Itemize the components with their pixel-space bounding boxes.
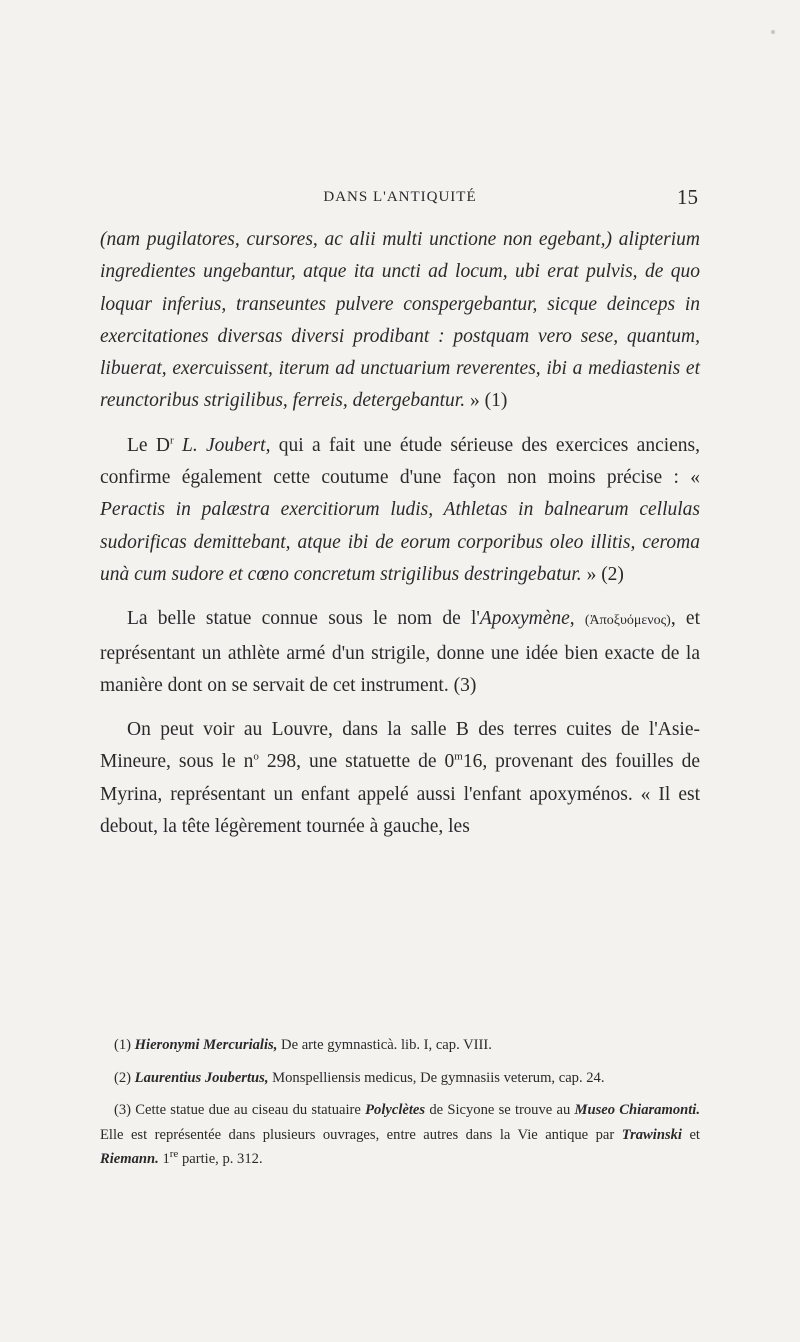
louvre-text-a: On peut voir au Louvre, dans la salle B des terres cuites de l'Asie-Mineure, sous le n <box>100 719 700 773</box>
footnote-ref-1: » (1) <box>469 390 508 412</box>
footnote-1-author: Hieronymi Mercurialis, <box>134 1037 278 1053</box>
latin-quotation-text: (nam pugilatores, cursores, ac alii multi unctione non egebant,) alipterium ingredientes ungebantur, atque ita uncti ad locum, ubi erat pulvis, de quo loquar inferius, transeuntes pulvere conspergebantur, sicque deinceps in exercitationes diversas diversi prodibant : postquam vero sese, quantum, libuerat, exercuissent, iterum ad unctuarium reverentes, ibi a mediastenis et reunctoribus strigilibus, ferreis, detergebantur. <box>100 229 700 412</box>
page-number: 15 <box>677 185 698 209</box>
footnote-3-sup: re <box>169 1148 179 1161</box>
footnote-1-number: (1) <box>114 1037 135 1053</box>
doctor-abbrev: Le D <box>127 434 170 456</box>
greek-comma: , <box>569 608 575 630</box>
footnote-1 <box>100 1033 700 1058</box>
statue-name: Apoxymène <box>479 608 570 630</box>
footnote-3-author-d: Riemann. <box>100 1151 159 1167</box>
metre-sup: m <box>454 750 463 763</box>
greek-name: (Ἀποξυόμενος) <box>584 613 671 629</box>
doctor-abbrev-sup: r <box>169 434 174 447</box>
numero-sup: o <box>253 750 259 763</box>
page-header <box>100 185 700 213</box>
apoxymene-text: , et représentant un athlète armé d'un strigile, donne une idée bien exacte de la manière dont on se servait de cet instrument. (3) <box>100 608 700 696</box>
footnote-3-text-f: partie, p. 312. <box>178 1151 263 1167</box>
louvre-text-c: 16, provenant des fouilles de Myrina, représentant un enfant appelé aussi l'enfant apoxyménos. « Il est debout, la tête légèrement tournée à gauche, les <box>100 751 700 838</box>
footnote-3-text-b: de Sicyone se trouve au <box>425 1102 575 1118</box>
joubert-quote: Peractis in palæstra exercitiorum ludis, Athletas in balnearum cellulas sudorificas demittebant, atque ibi de eorum corporibus oleo illitis, ceroma unà cum sudore et cœno concretum strigilibus destringebatur. <box>100 499 700 585</box>
footnote-3-text-d: et <box>682 1126 700 1143</box>
paragraph-joubert <box>100 430 700 591</box>
joubert-intro-text: qui a fait une étude sérieuse des exercices anciens, confirme également cette coutume d'une façon non moins précise : « <box>100 434 701 489</box>
author-joubert: L. Joubert, <box>181 434 271 456</box>
apoxymene-intro: La belle statue connue sous le nom de l' <box>127 608 480 630</box>
running-title: DANS L'ANTIQUITÉ <box>323 189 477 205</box>
footnote-3-author-c: Trawinski <box>621 1126 682 1143</box>
footnote-ref-2: » (2) <box>581 563 624 585</box>
footnote-3-author-a: Polyclètes <box>365 1102 426 1118</box>
latin-quotation-paragraph <box>100 224 700 418</box>
footnote-2-number: (2) <box>114 1069 135 1086</box>
louvre-text-b: 298, une statuette de 0 <box>258 751 455 773</box>
footnote-2 <box>100 1066 700 1091</box>
footnotes <box>100 1033 700 1180</box>
footnote-2-text: Monspelliensis medicus, De gymnasiis veterum, cap. 24. <box>268 1069 605 1086</box>
body-text <box>100 224 700 843</box>
footnote-3-number: (3) <box>114 1102 136 1118</box>
footnote-1-text: De arte gymnasticà. lib. I, cap. VIII. <box>277 1037 492 1053</box>
footnote-3-text-a: Cette statue due au ciseau du statuaire <box>135 1102 366 1118</box>
paper-speck <box>771 30 775 34</box>
footnote-2-author: Laurentius Joubertus, <box>134 1069 269 1086</box>
paragraph-apoxymene <box>100 603 700 702</box>
footnote-3-museum: Museo Chiaramonti. <box>574 1102 700 1118</box>
footnote-3 <box>100 1098 700 1172</box>
paragraph-louvre <box>100 714 700 843</box>
footnote-3-text-e: 1 <box>158 1151 170 1167</box>
footnote-3-text-c: Elle est représentée dans plusieurs ouvrages, entre autres dans la Vie antique par <box>100 1126 622 1143</box>
